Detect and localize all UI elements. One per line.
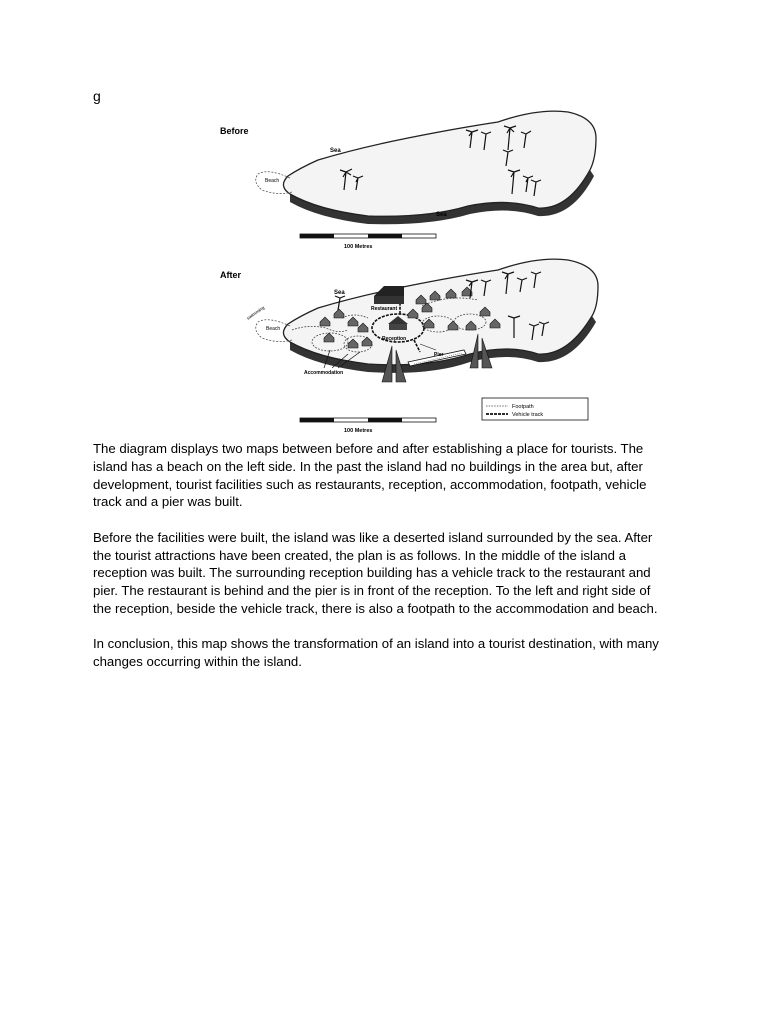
before-scale-label: 100 Metres bbox=[344, 244, 373, 250]
paragraph-details: Before the facilities were built, the island was like a deserted island surrounded by the sea. After the tourist attractions have been created, the plan is as follows. In the middle of the island a reception was built. The surrounding reception building has a vehicle track to the restaurant and pier. The restaurant is behind and the pier is in front of the reception. To the left and right side of the reception, beside the vehicle track, there is also a footpath to the accommodation and beach. bbox=[93, 529, 658, 616]
after-beach-label: Beach bbox=[266, 326, 281, 332]
legend-vehicle-track-label: Vehicle track bbox=[512, 412, 544, 418]
after-scale-label: 100 Metres bbox=[344, 428, 373, 434]
paragraph-intro: The diagram displays two maps between before and after establishing a place for tourists. The island has a beach on the left side. In the past the island had no buildings in the area but, after development, tourist facilities such as restaurants, reception, accommodation, footpath, vehicle track and a pier was built. bbox=[93, 441, 647, 510]
before-sea-label-bottom: Sea bbox=[436, 212, 447, 218]
restaurant-label: Restaurant bbox=[371, 306, 398, 312]
before-label: Before bbox=[220, 126, 249, 136]
paragraph-conclusion: In conclusion, this map shows the transformation of an island into a tourist destination, with many changes occurring within the island. bbox=[93, 636, 659, 670]
before-sea-label-top: Sea bbox=[330, 148, 341, 154]
island-maps-figure bbox=[208, 98, 606, 434]
reception-label: Reception bbox=[382, 336, 407, 342]
swimming-label: swimming bbox=[245, 305, 266, 321]
island-maps-diagram bbox=[208, 98, 606, 434]
after-sea-label: Sea bbox=[334, 290, 345, 296]
legend-footpath-label: Footpath bbox=[512, 404, 534, 410]
stray-character: g bbox=[93, 88, 101, 104]
after-label: After bbox=[220, 270, 242, 280]
map-legend bbox=[482, 398, 588, 420]
essay-body bbox=[93, 440, 668, 689]
accommodation-label: Accommodation bbox=[304, 370, 344, 376]
before-beach-label: Beach bbox=[265, 178, 280, 184]
pier-label: Pier bbox=[434, 352, 444, 358]
